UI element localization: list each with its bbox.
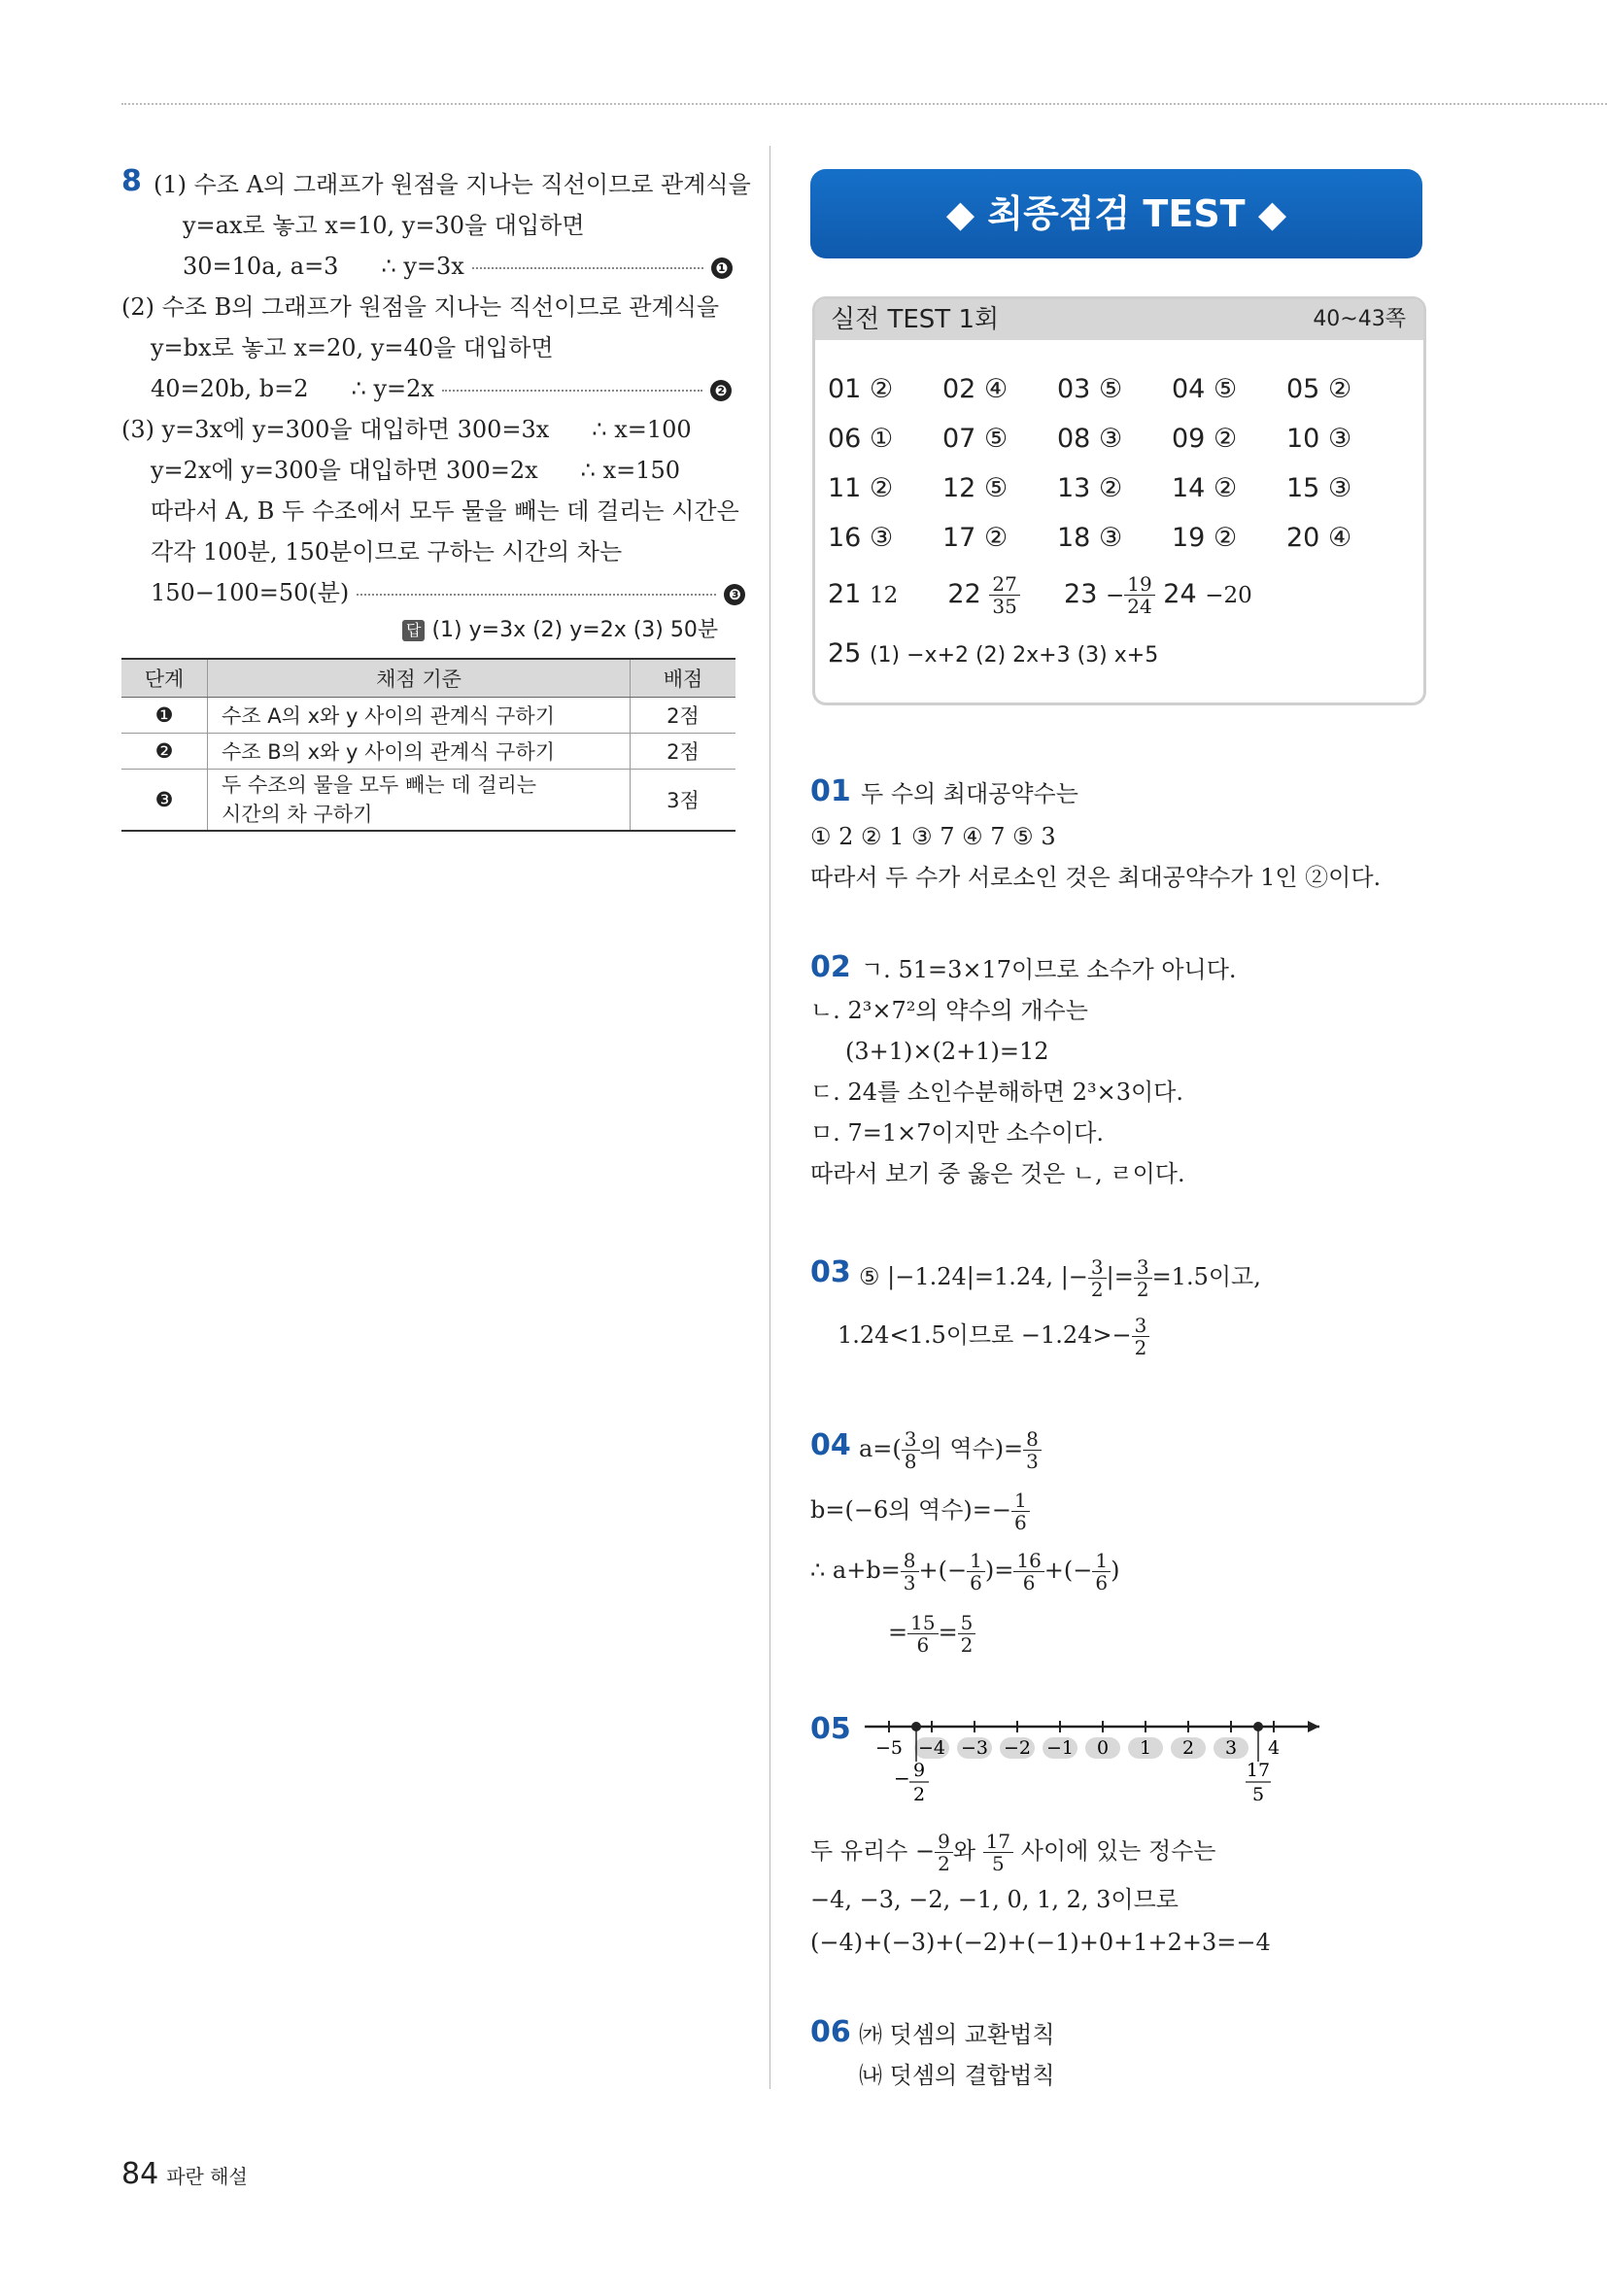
tick-label: −1	[1045, 1737, 1075, 1759]
q8-line8: y=2x에 y=300을 대입하면 300=2x ∴ x=150	[151, 457, 681, 484]
left-label-sign: −	[894, 1766, 910, 1790]
q8-line1: (1) 수조 A의 그래프가 원점을 지나는 직선이므로 관계식을	[154, 171, 751, 198]
sol-01-line1: 두 수의 최대공약수는	[861, 780, 1078, 807]
q8-number: 8	[121, 164, 142, 198]
sol-05-line2: −4, −3, −2, −1, 0, 1, 2, 3이므로	[810, 1886, 1179, 1913]
sol-05-line3: (−4)+(−3)+(−2)+(−1)+0+1+2+3=−4	[810, 1929, 1271, 1956]
tick-label: −4	[917, 1737, 946, 1759]
answer-key-title: 실전 TEST 1회	[831, 305, 1000, 334]
table-row: ❸ 두 수조의 물을 모두 빼는 데 걸리는 시간의 차 구하기 3점	[121, 770, 735, 832]
sol-04-line4: = $\frac{15}{6}$ = $\frac{5}{2}$	[888, 1609, 975, 1656]
number-line	[855, 1705, 1321, 1817]
table-row: ❷ 수조 B의 x와 y 사이의 관계식 구하기 2점	[121, 734, 735, 770]
right-label-num: 17	[1246, 1760, 1271, 1781]
sol-03-line2: 1.24<1.5이므로 −1.24>− $\frac{3}{2}$	[838, 1312, 1149, 1358]
tick-label: 0	[1096, 1737, 1110, 1759]
q8-line4: (2) 수조 B의 그래프가 원점을 지나는 직선이므로 관계식을	[121, 293, 720, 321]
sol-06-line1: ㈎ 덧셈의 교환법칙	[859, 2021, 1055, 2048]
answer-key-pages: 40~43쪽	[1313, 307, 1406, 331]
sol-06-number: 06	[810, 2015, 851, 2049]
sol-01-number: 01	[810, 774, 851, 808]
tick-label: −5	[874, 1737, 904, 1759]
q8-line3: 30=10a, a=3 ∴ y=3x ❶	[183, 252, 733, 281]
step-marker-1: ❶	[711, 257, 733, 279]
sol-02-line6: 따라서 보기 중 옳은 것은 ㄴ, ㄹ이다.	[810, 1160, 1185, 1187]
answer-tag: 답	[402, 620, 425, 641]
sol-01-line2: ① 2 ② 1 ③ 7 ④ 7 ⑤ 3	[810, 823, 1056, 850]
column-divider	[769, 146, 770, 2089]
tick-label: −3	[960, 1737, 989, 1759]
sol-02-line3: (3+1)×(2+1)=12	[845, 1038, 1049, 1065]
sol-02-line2: ㄴ. 2³×7²의 약수의 개수는	[810, 997, 1088, 1024]
left-label-num: 9	[912, 1760, 926, 1781]
q8-line2: y=ax로 놓고 x=10, y=30을 대입하면	[183, 212, 585, 239]
page-footer	[121, 2157, 248, 2191]
sol-02-line5: ㅁ. 7=1×7이지만 소수이다.	[810, 1119, 1105, 1147]
answer-key-header	[815, 299, 1423, 340]
final-test-banner: ◆ 최종점검 TEST ◆	[810, 169, 1422, 258]
right-label-den: 5	[1251, 1784, 1265, 1805]
sol-04-line1: a=( $\frac{3}{8}$ 의 역수)= $\frac{8}{3}$	[859, 1425, 1042, 1472]
header-step: 단계	[121, 659, 208, 698]
sol-02-line1: ㄱ. 51=3×17이므로 소수가 아니다.	[861, 956, 1237, 983]
ans-row4: 16 ③ 17 ② 18 ③ 19 ② 20 ④	[828, 523, 1352, 553]
sol-04-line3: ∴ a+b= $\frac{8}{3}$ +(− $\frac{1}{6}$ )= $\frac{16}{6}$ +(− $\frac{1}{6}$ )	[810, 1549, 1120, 1594]
sol-05-line1: 두 유리수 − $\frac{9}{2}$ 와 $\frac{17}{5}$ 사이에 있는 정수는	[810, 1830, 1216, 1875]
q8-line5: y=bx로 놓고 x=20, y=40을 대입하면	[151, 334, 554, 361]
sol-02-number: 02	[810, 950, 851, 984]
ans-row3: 11 ② 12 ⑤ 13 ② 14 ② 15 ③	[828, 473, 1352, 503]
table-row: ❶ 수조 A의 x와 y 사이의 관계식 구하기 2점	[121, 698, 735, 734]
tick-label: 4	[1267, 1737, 1281, 1759]
sol-06-line2: ㈏ 덧셈의 결합법칙	[859, 2062, 1055, 2089]
axis-arrow	[1308, 1721, 1319, 1732]
tick-label: 3	[1224, 1737, 1238, 1759]
sol-03-line1: ⑤ |−1.24|=1.24, |− $\frac{3}{2}$ |= $\frac{3}{2}$ =1.5이고,	[859, 1255, 1261, 1301]
left-label-den: 2	[912, 1784, 926, 1805]
top-dotted-rule	[121, 103, 1607, 105]
ans-row5: 21 12 22 $\frac{27}{35}$ 23 − $\frac{19}{24}$ 24 −20	[828, 572, 1252, 618]
q8-line7: (3) y=3x에 y=300을 대입하면 300=3x ∴ x=100	[121, 416, 692, 443]
sol-03-number: 03	[810, 1255, 851, 1289]
header-criterion: 채점 기준	[208, 659, 631, 698]
tick-label: −2	[1003, 1737, 1032, 1759]
step-marker-2: ❷	[710, 380, 732, 401]
q8-line6: 40=20b, b=2 ∴ y=2x ❷	[151, 374, 732, 403]
ans-row1: 01 ② 02 ④ 03 ⑤ 04 ⑤ 05 ②	[828, 374, 1352, 404]
sol-01-line3: 따라서 두 수가 서로소인 것은 최대공약수가 1인 ②이다.	[810, 864, 1382, 891]
sol-04-line2: b=(−6의 역수)=− $\frac{1}{6}$	[810, 1487, 1030, 1533]
page-number: 84	[121, 2157, 159, 2191]
sol-05-number: 05	[810, 1712, 851, 1746]
ans-row2: 06 ① 07 ⑤ 08 ③ 09 ② 10 ③	[828, 424, 1352, 454]
q8-answer: 답 (1) y=3x (2) y=2x (3) 50분	[402, 616, 718, 645]
footer-label: 파란 해설	[166, 2165, 248, 2188]
q8-line11: 150−100=50(분) ❸	[151, 578, 745, 607]
q8-line9: 따라서 A, B 두 수조에서 모두 물을 빼는 데 걸리는 시간은	[151, 497, 739, 525]
scoring-table	[121, 658, 735, 832]
sol-04-number: 04	[810, 1428, 851, 1462]
tick-label: 2	[1181, 1737, 1195, 1759]
tick-label: 1	[1139, 1737, 1152, 1759]
sol-02-line4: ㄷ. 24를 소인수분해하면 2³×3이다.	[810, 1079, 1183, 1106]
step-marker-3: ❸	[724, 584, 745, 605]
q8-line10: 각각 100분, 150분이므로 구하는 시간의 차는	[151, 538, 623, 565]
header-points: 배점	[631, 659, 736, 698]
ans-row6: 25 (1) −x+2 (2) 2x+3 (3) x+5	[828, 638, 1159, 668]
